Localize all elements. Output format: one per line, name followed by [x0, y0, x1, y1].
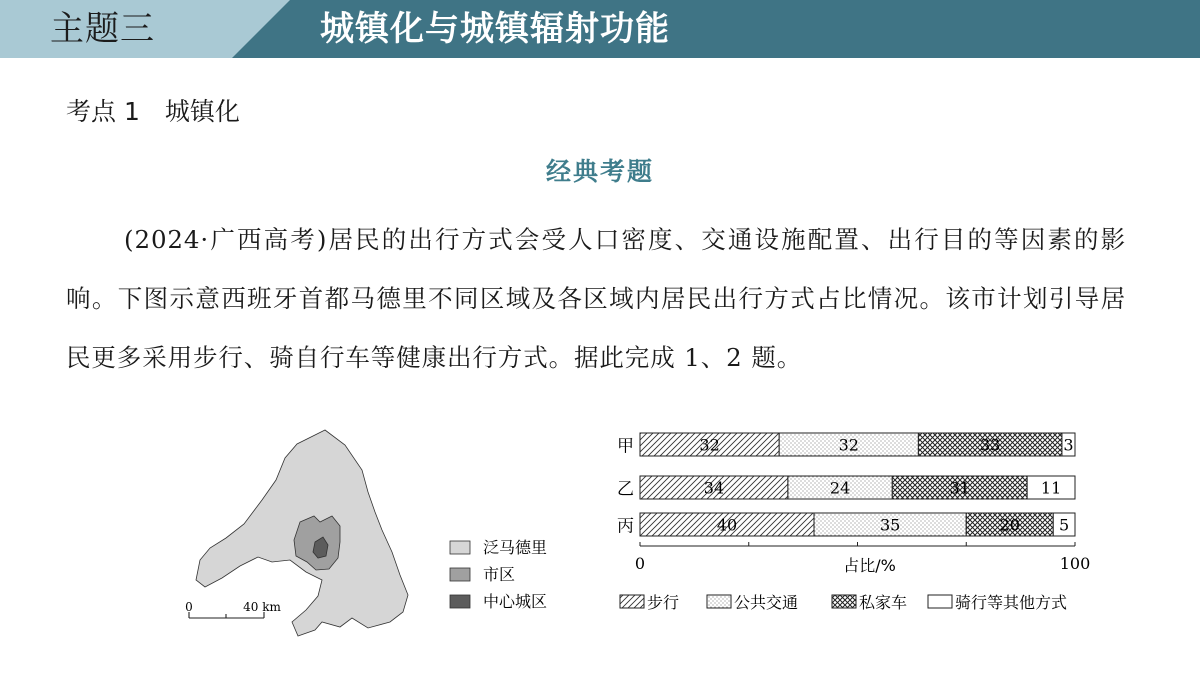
chart-x-axis	[635, 542, 1090, 575]
topic-heading: 考点 1 城镇化	[66, 97, 240, 126]
data-label: 20	[999, 515, 1020, 535]
data-label: 32	[838, 435, 859, 455]
data-label: 11	[1040, 478, 1062, 498]
x-tick-label: 100	[1059, 554, 1091, 573]
category-label: 丙	[617, 516, 634, 537]
data-label: 3	[1063, 435, 1074, 455]
chart-legend	[620, 593, 1067, 612]
category-label: 甲	[617, 436, 634, 457]
chart-bars	[617, 433, 1075, 537]
legend-label: 公共交通	[734, 593, 799, 612]
madrid-map	[185, 430, 408, 636]
legend-swatch-city	[450, 568, 470, 581]
category-label: 乙	[617, 479, 634, 500]
travel-mode-chart	[617, 433, 1090, 612]
legend-swatch	[707, 595, 731, 608]
legend-label: 私家车	[859, 593, 908, 612]
source-close: )	[316, 225, 328, 254]
legend-label-central: 中心城区	[483, 592, 548, 611]
source-open: (2024·	[124, 225, 210, 254]
data-label: 31	[949, 478, 970, 498]
legend-swatch	[832, 595, 856, 608]
data-label: 34	[703, 478, 725, 498]
data-label: 40	[716, 515, 738, 535]
scale-label: 40 km	[243, 600, 281, 614]
section-label: 主题三	[50, 9, 155, 49]
scale-zero: 0	[185, 600, 193, 614]
x-tick-label: 0	[634, 554, 646, 573]
question-text: 居民的出行方式会受人口密度、交通设施配置、出行目的等因素的影响。下图示意西班牙首都马德里不同区域及各区域内居民出行方式占比情况。该市计划引导居民更多采用步行、骑自行车等健康出行方式。据此完成 1、2 题。	[66, 225, 1126, 372]
legend-swatch	[620, 595, 644, 608]
legend-swatch-greater	[450, 541, 470, 554]
data-label: 35	[879, 515, 901, 535]
page-title: 城镇化与城镇辐射功能	[320, 9, 670, 49]
data-label: 5	[1059, 515, 1070, 535]
legend-label: 骑行等其他方式	[955, 593, 1068, 612]
map-scale-bar	[185, 600, 281, 618]
legend-swatch-central	[450, 595, 470, 608]
legend-label-city: 市区	[483, 565, 516, 584]
data-label: 32	[699, 435, 720, 455]
legend-label: 步行	[647, 593, 680, 612]
question-source: 广西高考	[209, 225, 317, 254]
section-subtitle: 经典考题	[545, 157, 654, 186]
map-legend	[450, 538, 547, 611]
legend-swatch	[928, 595, 952, 608]
x-axis-label: 占比/%	[843, 556, 896, 575]
data-label: 33	[979, 435, 1001, 455]
data-label: 24	[829, 478, 851, 498]
legend-label-greater: 泛马德里	[483, 538, 548, 557]
